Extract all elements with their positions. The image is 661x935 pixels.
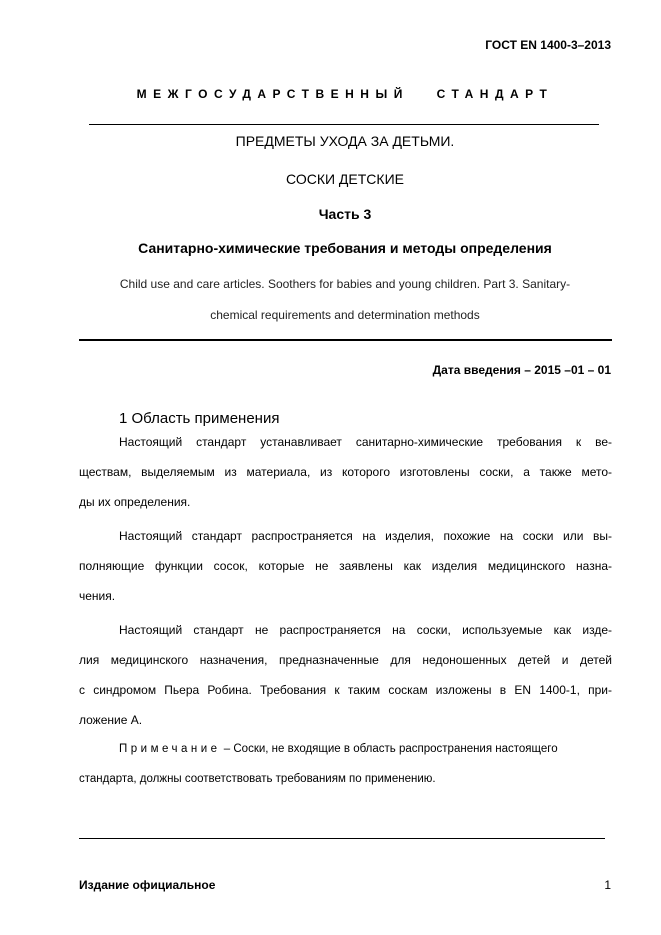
part-label: Часть 3 (318, 206, 372, 222)
note-text: – Соски, не входящие в область распространения настоящего (220, 743, 558, 755)
paragraph-line: ды их определения. (79, 495, 191, 509)
title-line-2: СОСКИ ДЕТСКИЕ (286, 171, 404, 187)
document-code: ГОСТ EN 1400-3–2013 (485, 38, 611, 52)
english-title-line-2: chemical requirements and determination methods (210, 308, 480, 322)
paragraph-1 (79, 427, 612, 517)
english-title-line-1: Child use and care articles. Soothers for babies and young children. Part 3. Sanitary- (119, 277, 571, 291)
paragraph-line: полняющие функции сосок, которые не заявлены как изделия медицинского назна- (79, 559, 612, 573)
paragraph-3 (79, 615, 612, 735)
standard-type-heading: МЕЖГОСУДАРСТВЕННЫЙ СТАНДАРТ (136, 87, 554, 101)
paragraph-2 (79, 521, 612, 611)
paragraph-line: ложение А. (79, 713, 143, 727)
paragraph-line: чения. (79, 589, 116, 603)
edition-label: Издание официальное (79, 878, 216, 892)
paragraph-line: Настоящий стандарт не распространяется на соски, используемые как изде- (119, 623, 612, 637)
bottom-divider (79, 838, 605, 839)
note-line (79, 734, 612, 764)
introduction-date: Дата введения – 2015 –01 – 01 (432, 363, 611, 377)
note (79, 734, 612, 794)
section-heading: 1 Область применения (119, 410, 280, 427)
top-divider (89, 124, 599, 125)
paragraph-line: с синдромом Пьера Робина. Требования к таким соскам изложены в EN 1400-1, при- (79, 683, 612, 697)
paragraph-line: Настоящий стандарт устанавливает санитарно-химические требования к ве- (119, 435, 612, 449)
page-number: 1 (604, 878, 611, 892)
title-line-1: ПРЕДМЕТЫ УХОДА ЗА ДЕТЬМИ. (235, 133, 455, 149)
subtitle: Санитарно-химические требования и методы определения (138, 240, 552, 256)
paragraph-line: ществам, выделяемым из материала, из которого изготовлены соски, а также мето- (79, 465, 612, 479)
paragraph-line: лия медицинского назначения, предназначенные для недоношенных детей и детей (79, 653, 612, 667)
note-line: стандарта, должны соответствовать требованиям по применению. (79, 773, 436, 785)
paragraph-line: Настоящий стандарт распространяется на изделия, похожие на соски или вы- (119, 529, 612, 543)
note-label: Примечание (119, 743, 221, 755)
title-divider (79, 339, 612, 341)
